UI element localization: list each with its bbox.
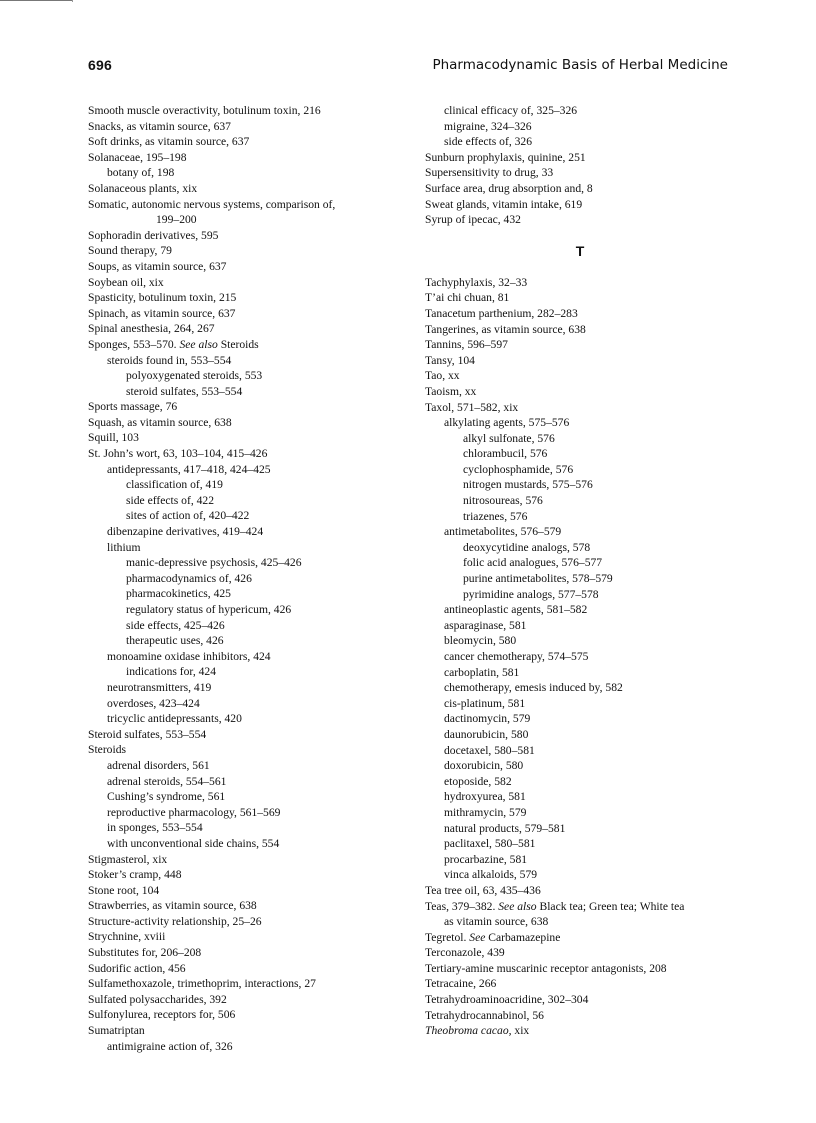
- entry-text: polyoxygenated steroids, 553: [126, 369, 263, 383]
- entry-text: etoposide, 582: [444, 774, 512, 788]
- entry-text: Solanaceae, 195–198: [88, 150, 187, 164]
- index-entry: [425, 945, 735, 961]
- entry-text: docetaxel, 580–581: [444, 743, 535, 757]
- index-entry: [88, 197, 398, 213]
- entry-text: natural products, 579–581: [444, 821, 566, 835]
- entry-text: Somatic, autonomic nervous systems, comparison of,: [88, 197, 336, 211]
- index-entry: [425, 322, 735, 338]
- entry-text: Steroids: [88, 743, 127, 757]
- entry-text: Syrup of ipecac, 432: [425, 213, 521, 227]
- entry-text: reproductive pharmacology, 561–569: [107, 805, 281, 819]
- entry-reference-target: Black tea; Green tea; White tea: [536, 899, 685, 913]
- entry-text: side effects, 425–426: [126, 618, 225, 632]
- entry-text: dibenzapine derivatives, 419–424: [107, 525, 264, 539]
- index-entry: [425, 181, 735, 197]
- index-subentry: [88, 1039, 398, 1055]
- index-entry: [425, 306, 735, 322]
- entry-text: carboplatin, 581: [444, 665, 520, 679]
- entry-text: regulatory status of hypericum, 426: [126, 603, 292, 616]
- index-subentry: [88, 353, 398, 369]
- index-entry: [425, 197, 735, 213]
- index-group-t: [425, 275, 735, 1039]
- index-subentry: [88, 165, 398, 181]
- entry-text: Tertiary-amine muscarinic receptor antagonists, 208: [425, 961, 667, 975]
- index-entry: [425, 1008, 735, 1024]
- entry-text: steroids found in, 553–554: [107, 353, 232, 367]
- crop-mark-tick: [72, 0, 73, 2]
- index-subentry: [425, 758, 735, 774]
- index-entry: [88, 727, 398, 743]
- index-subentry: [88, 212, 398, 228]
- entry-text: chemotherapy, emesis induced by, 582: [444, 681, 623, 695]
- index-entry: [425, 212, 735, 228]
- entry-text: Tea tree oil, 63, 435–436: [425, 883, 541, 897]
- entry-text: purine antimetabolites, 578–579: [463, 572, 613, 586]
- index-subentry: [425, 446, 735, 462]
- index-entry: [88, 446, 398, 462]
- index-entry: [88, 883, 398, 899]
- index-entry: [88, 961, 398, 977]
- entry-text: classification of, 419: [126, 478, 223, 492]
- entry-text: pharmacokinetics, 425: [126, 587, 231, 601]
- index-subentry: [88, 462, 398, 478]
- index-entry: [425, 930, 735, 946]
- index-entry: [88, 243, 398, 259]
- index-entry: [425, 275, 735, 291]
- index-entry: [88, 399, 398, 415]
- index-subentry: [88, 540, 398, 556]
- entry-text: as vitamin source, 638: [444, 915, 549, 929]
- entry-text: antidepressants, 417–418, 424–425: [107, 462, 271, 476]
- index-subentry: [88, 477, 398, 493]
- entry-text: sites of action of, 420–422: [126, 509, 250, 523]
- index-subentry: [425, 555, 735, 571]
- entry-text: neurotransmitters, 419: [107, 680, 212, 694]
- index-group-s-continued: [425, 103, 735, 228]
- entry-text: Supersensitivity to drug, 33: [425, 166, 554, 180]
- entry-text: Tannins, 596–597: [425, 338, 508, 352]
- index-subentry: [425, 119, 735, 135]
- index-subentry: [425, 711, 735, 727]
- entry-text: Sophoradin derivatives, 595: [88, 228, 219, 242]
- entry-text: Stone root, 104: [88, 883, 160, 897]
- index-entry: [425, 290, 735, 306]
- entry-text: Tegretol.: [425, 930, 470, 944]
- index-subentry: [88, 664, 398, 680]
- index-subentry: [425, 524, 735, 540]
- see-also-reference: See also: [498, 899, 537, 913]
- entry-text: Taoism, xx: [425, 384, 477, 398]
- index-entry: [425, 899, 735, 915]
- entry-text: manic-depressive psychosis, 425–426: [126, 556, 302, 570]
- entry-reference-target: xix: [511, 1024, 530, 1038]
- index-entry: [425, 1023, 735, 1039]
- index-entry: [88, 914, 398, 930]
- index-subentry: [425, 602, 735, 618]
- index-subentry: [88, 555, 398, 571]
- index-entry: [88, 306, 398, 322]
- page-number: 696: [88, 57, 112, 73]
- index-entry: [88, 992, 398, 1008]
- entry-text: pyrimidine analogs, 577–578: [463, 587, 599, 601]
- running-head: Pharmacodynamic Basis of Herbal Medicine: [432, 57, 728, 73]
- index-subentry: [425, 618, 735, 634]
- entry-text: Strychnine, xviii: [88, 930, 166, 944]
- section-letter-heading: T: [575, 242, 585, 259]
- index-subentry: [425, 836, 735, 852]
- entry-text: Sulfonylurea, receptors for, 506: [88, 1008, 236, 1022]
- entry-text: cis-platinum, 581: [444, 696, 526, 710]
- index-subentry: [425, 774, 735, 790]
- index-entry: [88, 742, 398, 758]
- index-entry: [88, 321, 398, 337]
- index-subentry: [425, 696, 735, 712]
- entry-text: Teas, 379–382.: [425, 899, 499, 913]
- entry-text: Structure-activity relationship, 25–26: [88, 914, 262, 928]
- index-subentry: [425, 821, 735, 837]
- entry-text: Spinach, as vitamin source, 637: [88, 306, 236, 320]
- entry-text: Sunburn prophylaxis, quinine, 251: [425, 150, 586, 164]
- index-subentry: [88, 586, 398, 602]
- entry-text: Cushing’s syndrome, 561: [107, 790, 226, 804]
- index-subentry: [88, 789, 398, 805]
- index-entry: [88, 290, 398, 306]
- index-subentry: [88, 618, 398, 634]
- crop-mark: [0, 0, 72, 1]
- entry-text: Tetrahydroaminoacridine, 302–304: [425, 993, 589, 1007]
- index-subentry: [425, 805, 735, 821]
- entry-text: St. John’s wort, 63, 103–104, 415–426: [88, 447, 268, 461]
- index-subentry: [88, 384, 398, 400]
- entry-text: tricyclic antidepressants, 420: [107, 712, 242, 726]
- index-subentry: [425, 727, 735, 743]
- index-entry: [425, 150, 735, 166]
- entry-text: Soft drinks, as vitamin source, 637: [88, 135, 250, 149]
- entry-text: Squill, 103: [88, 431, 139, 445]
- entry-text: Tetrahydrocannabinol, 56: [425, 1008, 544, 1022]
- index-subentry: [425, 914, 735, 930]
- entry-text: hydroxyurea, 581: [444, 790, 526, 804]
- entry-text: adrenal steroids, 554–561: [107, 774, 227, 788]
- see-also-reference: See: [469, 930, 486, 944]
- entry-text: procarbazine, 581: [444, 852, 528, 866]
- entry-text: Steroid sulfates, 553–554: [88, 727, 207, 741]
- entry-text: migraine, 324–326: [444, 119, 532, 133]
- entry-text: antimigraine action of, 326: [107, 1039, 233, 1053]
- entry-text: Tansy, 104: [425, 353, 475, 367]
- index-entry: [88, 337, 398, 353]
- entry-text: nitrogen mustards, 575–576: [463, 478, 593, 492]
- index-entry: [425, 992, 735, 1008]
- entry-text: Sulfamethoxazole, trimethoprim, interactions, 27: [88, 977, 316, 991]
- entry-text: Surface area, drug absorption and, 8: [425, 181, 593, 195]
- entry-text: Sudorific action, 456: [88, 961, 186, 975]
- index-subentry: [425, 415, 735, 431]
- entry-text: clinical efficacy of, 325–326: [444, 104, 578, 117]
- entry-text: T’ai chi chuan, 81: [425, 291, 510, 305]
- index-subentry: [88, 805, 398, 821]
- index-entry: [88, 150, 398, 166]
- index-entry: [88, 852, 398, 868]
- index-entry: [425, 976, 735, 992]
- entry-text: Tanacetum parthenium, 282–283: [425, 306, 578, 320]
- index-subentry: [88, 711, 398, 727]
- entry-text: mithramycin, 579: [444, 805, 527, 819]
- index-entry: [425, 368, 735, 384]
- entry-text: Sound therapy, 79: [88, 244, 172, 258]
- entry-text: Snacks, as vitamin source, 637: [88, 119, 231, 133]
- index-entry: [88, 430, 398, 446]
- entry-reference-target: Steroids: [217, 337, 259, 351]
- index-entry: [425, 961, 735, 977]
- entry-text: daunorubicin, 580: [444, 727, 529, 741]
- entry-text: adrenal disorders, 561: [107, 758, 210, 772]
- index-subentry: [425, 571, 735, 587]
- entry-text: Tao, xx: [425, 369, 460, 383]
- index-column-right: [425, 103, 735, 1039]
- entry-text: Spasticity, botulinum toxin, 215: [88, 291, 237, 305]
- entry-text: Tetracaine, 266: [425, 977, 497, 991]
- entry-text: Soups, as vitamin source, 637: [88, 259, 227, 273]
- index-entry: [425, 400, 735, 416]
- entry-text: monoamine oxidase inhibitors, 424: [107, 649, 271, 663]
- entry-text: Sweat glands, vitamin intake, 619: [425, 197, 583, 211]
- index-subentry: [88, 508, 398, 524]
- index-subentry: [425, 649, 735, 665]
- entry-text: cyclophosphamide, 576: [463, 462, 574, 476]
- index-subentry: [425, 852, 735, 868]
- index-subentry: [425, 867, 735, 883]
- index-subentry: [88, 633, 398, 649]
- entry-text: Smooth muscle overactivity, botulinum toxin, 216: [88, 104, 321, 117]
- entry-text: folic acid analogues, 576–577: [463, 556, 603, 570]
- entry-text: bleomycin, 580: [444, 634, 517, 648]
- index-entry: [425, 384, 735, 400]
- index-subentry: [88, 571, 398, 587]
- see-also-reference: See also: [179, 337, 218, 351]
- entry-text: Sports massage, 76: [88, 400, 178, 414]
- index-subentry: [425, 103, 735, 119]
- index-column-left: [88, 103, 398, 1054]
- entry-text: paclitaxel, 580–581: [444, 837, 536, 851]
- index-subentry: [425, 665, 735, 681]
- index-entry: [88, 945, 398, 961]
- entry-text: pharmacodynamics of, 426: [126, 571, 252, 585]
- index-subentry: [425, 134, 735, 150]
- entry-text: dactinomycin, 579: [444, 712, 531, 726]
- entry-text: Substitutes for, 206–208: [88, 946, 202, 960]
- entry-text: Tachyphylaxis, 32–33: [425, 275, 528, 289]
- index-subentry: [88, 493, 398, 509]
- entry-text: Stoker’s cramp, 448: [88, 868, 182, 882]
- entry-text: vinca alkaloids, 579: [444, 868, 538, 882]
- index-subentry: [425, 540, 735, 556]
- index-subentry: [88, 836, 398, 852]
- entry-text: with unconventional side chains, 554: [107, 836, 280, 850]
- entry-text: alkylating agents, 575–576: [444, 416, 570, 430]
- index-entry: [88, 181, 398, 197]
- entry-text: Sumatriptan: [88, 1024, 145, 1038]
- index-entry: [88, 1007, 398, 1023]
- entry-text: Terconazole, 439: [425, 946, 505, 960]
- index-entry: [425, 883, 735, 899]
- entry-text: Spinal anesthesia, 264, 267: [88, 322, 215, 336]
- index-entry: [88, 103, 398, 119]
- index-entry: [425, 337, 735, 353]
- entry-text: side effects of, 422: [126, 493, 215, 507]
- index-entry: [88, 415, 398, 431]
- index-subentry: [88, 774, 398, 790]
- entry-text: Squash, as vitamin source, 638: [88, 415, 232, 429]
- index-subentry: [425, 789, 735, 805]
- entry-text: Tangerines, as vitamin source, 638: [425, 322, 586, 336]
- index-subentry: [88, 696, 398, 712]
- index-entry: [88, 119, 398, 135]
- index-subentry: [425, 633, 735, 649]
- index-entry: [88, 259, 398, 275]
- index-entry: [88, 929, 398, 945]
- entry-text: steroid sulfates, 553–554: [126, 384, 243, 398]
- index-subentry: [425, 493, 735, 509]
- entry-text: overdoses, 423–424: [107, 696, 200, 710]
- entry-text: deoxycytidine analogs, 578: [463, 540, 591, 554]
- index-entry: [88, 134, 398, 150]
- index-subentry: [88, 758, 398, 774]
- entry-text: side effects of, 326: [444, 135, 533, 149]
- index-subentry: [88, 368, 398, 384]
- index-entry: [425, 353, 735, 369]
- index-subentry: [88, 649, 398, 665]
- index-subentry: [425, 509, 735, 525]
- index-entry: [88, 275, 398, 291]
- index-entry: [88, 228, 398, 244]
- index-subentry: [425, 680, 735, 696]
- index-entry: [88, 898, 398, 914]
- entry-text: antineoplastic agents, 581–582: [444, 603, 588, 617]
- index-entry: [88, 976, 398, 992]
- entry-italic-term: Theobroma cacao,: [425, 1024, 512, 1038]
- entry-text: nitrosoureas, 576: [463, 494, 543, 508]
- entry-text: Soybean oil, xix: [88, 275, 164, 289]
- entry-text: in sponges, 553–554: [107, 821, 203, 835]
- index-subentry: [425, 477, 735, 493]
- entry-text: Taxol, 571–582, xix: [425, 400, 519, 414]
- index-subentry: [425, 743, 735, 759]
- entry-text: indications for, 424: [126, 665, 217, 679]
- index-subentry: [88, 680, 398, 696]
- index-subentry: [425, 462, 735, 478]
- entry-text: doxorubicin, 580: [444, 759, 524, 773]
- entry-text: triazenes, 576: [463, 509, 528, 523]
- index-entry: [88, 867, 398, 883]
- entry-text: botany of, 198: [107, 166, 175, 180]
- entry-text: Sponges, 553–570.: [88, 337, 180, 351]
- index-subentry: [425, 587, 735, 603]
- entry-text: alkyl sulfonate, 576: [463, 431, 555, 445]
- index-subentry: [88, 602, 398, 618]
- index-subentry: [88, 820, 398, 836]
- entry-text: Strawberries, as vitamin source, 638: [88, 899, 257, 913]
- entry-reference-target: Carbamazepine: [485, 930, 561, 944]
- index-subentry: [88, 524, 398, 540]
- entry-text: antimetabolites, 576–579: [444, 525, 562, 539]
- entry-text: lithium: [107, 540, 141, 554]
- entry-text: therapeutic uses, 426: [126, 634, 224, 648]
- entry-text: Solanaceous plants, xix: [88, 181, 198, 195]
- entry-text: Stigmasterol, xix: [88, 852, 168, 866]
- entry-text: Sulfated polysaccharides, 392: [88, 992, 227, 1006]
- entry-text: asparaginase, 581: [444, 618, 527, 632]
- entry-text: chlorambucil, 576: [463, 447, 548, 461]
- index-entry: [425, 165, 735, 181]
- entry-text: 199–200: [156, 213, 197, 227]
- entry-text: cancer chemotherapy, 574–575: [444, 650, 589, 663]
- index-entry: [88, 1023, 398, 1039]
- index-subentry: [425, 431, 735, 447]
